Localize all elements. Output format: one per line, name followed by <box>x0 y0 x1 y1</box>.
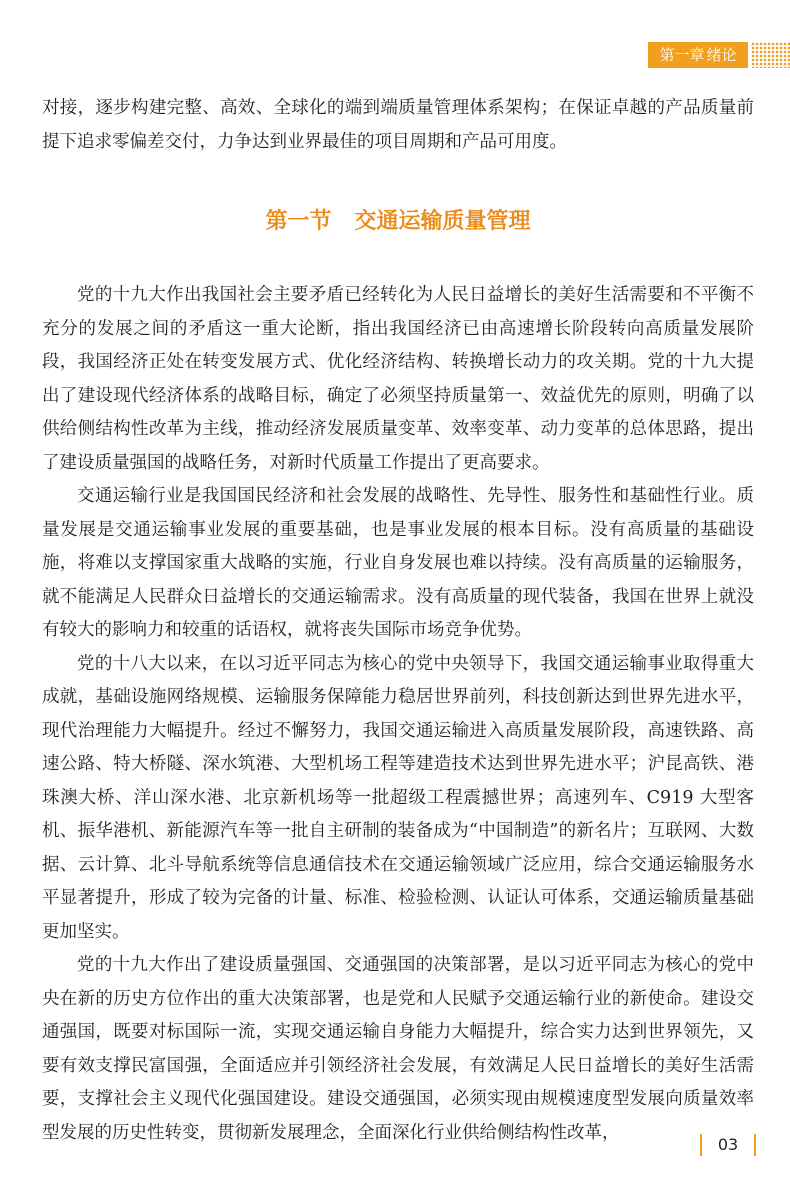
intro-paragraph: 对接，逐步构建完整、高效、全球化的端到端质量管理体系架构；在保证卓越的产品质量前提下追求零偏差交付，力争达到业界最佳的项目周期和产品可用度。 <box>42 98 754 152</box>
chapter-number: 第一章 <box>659 46 705 64</box>
body-paragraph: 党的十九大作出我国社会主要矛盾已经转化为人民日益增长的美好生活需要和不平衡不充分的发展之间的矛盾这一重大论断，指出我国经济已由高速增长阶段转向高质量发展阶段，我国经济正处在转变发展方式、优化经济结构、转换增长动力的攻关期。党的十九大提出了建设现代经济体系的战略目标，确定了必须坚持质量第一、效益优先的原则，明确了以供给侧结构性改革为主线，推动经济发展质量变革、效率变革、动力变革的总体思路，提出了建设质量强国的战略任务，对新时代质量工作提出了更高要求。 <box>42 285 754 473</box>
chapter-title: 绪论 <box>706 46 737 64</box>
section-heading <box>42 207 754 237</box>
body-paragraph: 交通运输行业是我国国民经济和社会发展的战略性、先导性、服务性和基础性行业。质量发展是交通运输事业发展的重要基础，也是事业发展的根本目标。没有高质量的基础设施，将难以支撑国家重大战略的实施，行业自身发展也难以持续。没有高质量的运输服务，就不能满足人民群众日益增长的交通运输需求。没有高质量的现代装备，我国在世界上就没有较大的影响力和较重的话语权，就将丧失国际市场竞争优势。 <box>42 486 754 640</box>
section-title: 交通运输质量管理 <box>354 209 531 234</box>
body-paragraph: 党的十九大作出了建设质量强国、交通强国的决策部署，是以习近平同志为核心的党中央在新的历史方位作出的重大决策部署，也是党和人民赋予交通运输行业的新使命。建设交通强国，既要对标国际一流，实现交通运输自身能力大幅提升，综合实力达到世界领先，又要有效支撑民富国强，全面适应并引领经济社会发展，有效满足人民日益增长的美好生活需要，支撑社会主义现代化强国建设。建设交通强国，必须实现由规模速度型发展向质量效率型发展的历史性转变，贯彻新发展理念，全面深化行业供给侧结构性改革， <box>42 955 754 1143</box>
page-number: 03 <box>700 1134 756 1156</box>
body-paragraph: 党的十八大以来，在以习近平同志为核心的党中央领导下，我国交通运输事业取得重大成就，基础设施网络规模、运输服务保障能力稳居世界前列，科技创新达到世界先进水平，现代治理能力大幅提升。经过不懈努力，我国交通运输进入高质量发展阶段，高速铁路、高速公路、特大桥隧、深水筑港、大型机场工程等建造技术达到世界先进水平；沪昆高铁、港珠澳大桥、洋山深水港、北京新机场等一批超级工程震撼世界；高速列车、C919 大型客机、振华港机、新能源汽车等一批自主研制的装备成为“中国制造”的新名片；互联网、大数据、云计算、北斗导航系统等信息通信技术在交通运输领域广泛应用，综合交通运输服务水平显著提升，形成了较为完备的计量、标准、检验检测、认证认可体系，交通运输质量基础更加坚实。 <box>42 653 754 942</box>
page-body <box>42 92 754 1150</box>
chapter-header-tab <box>648 42 748 68</box>
section-number: 第一节 <box>265 209 332 234</box>
header-dot-pattern <box>751 42 790 68</box>
